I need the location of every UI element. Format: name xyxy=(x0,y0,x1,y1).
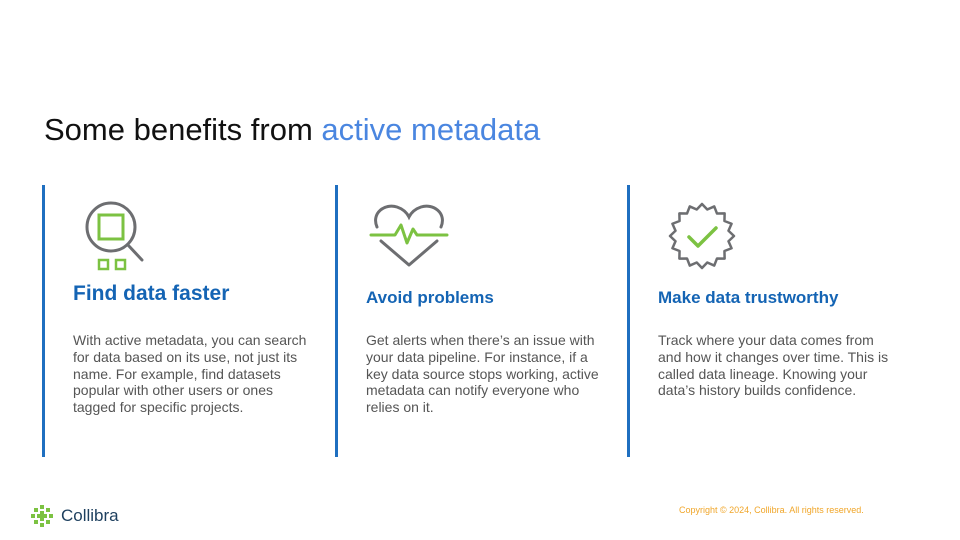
collibra-mark-icon xyxy=(30,504,54,528)
slide-title-accent: active metadata xyxy=(321,112,541,147)
verified-badge-icon xyxy=(667,201,737,271)
column-heading: Avoid problems xyxy=(366,288,494,307)
logo-wordmark: Collibra xyxy=(61,506,119,525)
magnifier-icon xyxy=(78,197,168,287)
slide-title-main: Some benefits from xyxy=(44,112,322,147)
column-divider-bar xyxy=(335,185,338,457)
benefit-column-trustworthy xyxy=(627,185,897,457)
column-divider-bar xyxy=(627,185,630,457)
collibra-logo xyxy=(30,504,119,528)
benefit-column-avoid-problems xyxy=(335,185,605,457)
benefit-column-find-data xyxy=(42,185,312,457)
column-heading: Make data trustworthy xyxy=(658,288,839,307)
column-body: Track where your data comes from and how it changes over time. This is called data lineage. Knowing your data’s history builds confidence. xyxy=(658,332,889,399)
copyright-notice: Copyright © 2024, Collibra. All rights reserved. xyxy=(679,505,864,515)
column-body: Get alerts when there’s an issue with your data pipeline. For instance, if a key data source stops working, active metadata can notify everyone who relies on it. xyxy=(366,332,599,416)
heartbeat-icon xyxy=(369,201,449,269)
slide-title xyxy=(44,112,540,148)
column-divider-bar xyxy=(42,185,45,457)
column-heading: Find data faster xyxy=(73,282,230,305)
column-body: With active metadata, you can search for data based on its use, not just its name. For example, find datasets popular with other users or ones tagged for specific projects. xyxy=(73,332,307,416)
